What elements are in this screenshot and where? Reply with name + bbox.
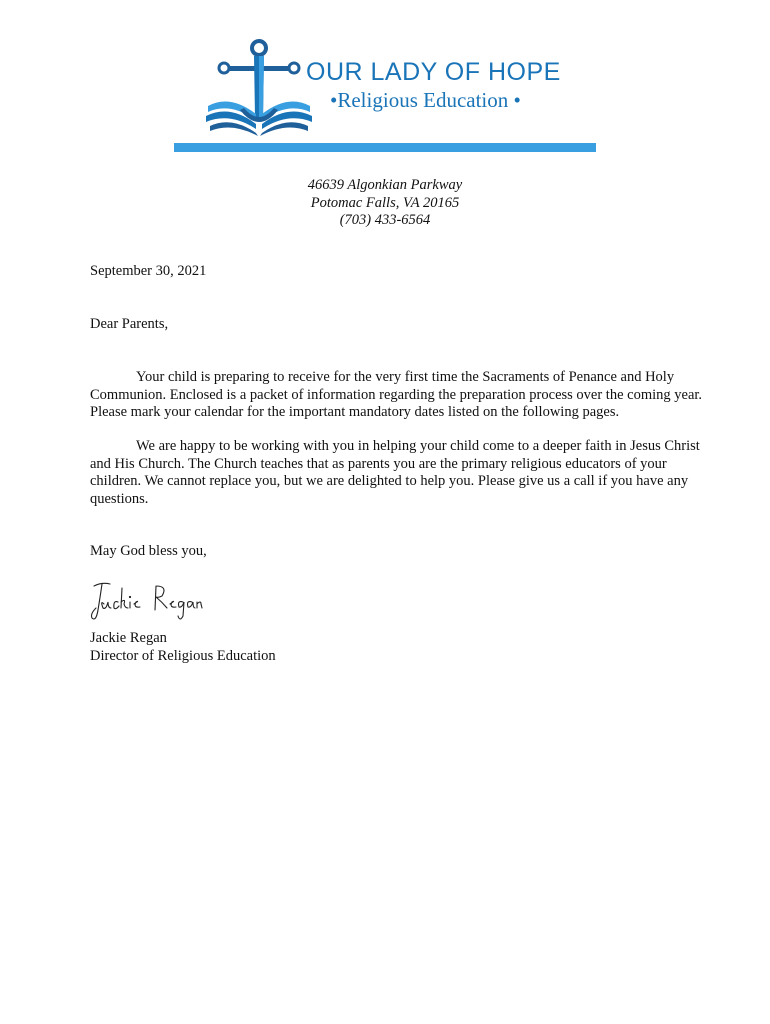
bullet-right: • [513, 88, 521, 112]
letterhead-divider [174, 143, 596, 152]
address-phone: (703) 433-6564 [339, 212, 431, 228]
handwritten-signature [88, 578, 206, 628]
letter-date: September 30, 2021 [90, 263, 207, 279]
body-paragraph-1: Your child is preparing to receive for the very first time the Sacraments of Penance and Holy Communion. Enclosed is a packet of information regarding the preparation process over the coming year. Please mark your calendar for the important mandatory dates listed on the following pages. [90, 369, 703, 420]
closing: May God bless you, [90, 543, 207, 559]
address-street: 46639 Algonkian Parkway [307, 177, 463, 193]
subtitle-text: Religious Education [337, 88, 509, 112]
signer-name: Jackie Regan [90, 630, 167, 646]
signer-title: Director of Religious Education [90, 648, 276, 664]
salutation: Dear Parents, [90, 316, 169, 332]
address-city: Potomac Falls, VA 20165 [310, 194, 460, 211]
organization-name: OUR LADY OF HOPE [306, 58, 561, 86]
return-address [0, 177, 770, 230]
organization-subtitle [330, 88, 521, 113]
body-paragraph-2: We are happy to be working with you in helping your child come to a deeper faith in Jesus Christ and His Church. The Church teaches that as parents you are the primary religious educators of your children. We cannot replace you, but we are delighted to help you. Please give us a call if you have any questions. [90, 438, 700, 507]
bullet-left: • [330, 88, 338, 112]
